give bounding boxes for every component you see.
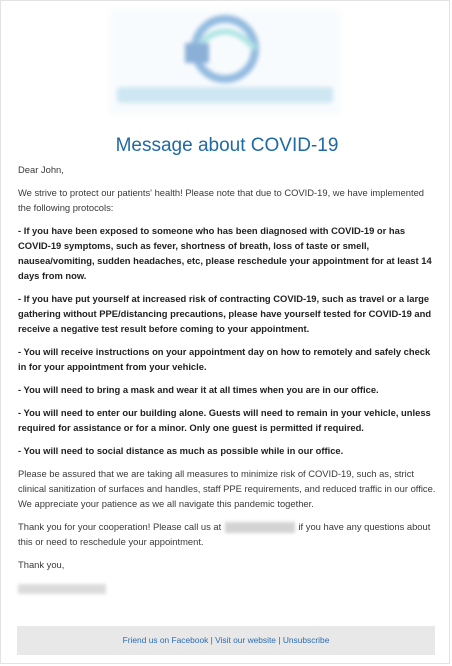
footer-separator: | [278, 635, 281, 645]
website-link[interactable]: Visit our website [215, 635, 276, 645]
protocol-item: - If you have been exposed to someone who has been diagnosed with COVID-19 or has COVID-19 symptoms, such as fever, shortness of breath, loss of taste or smell, nausea/vomiting, sudden headaches, etc, please reschedule your appointment for at least 14 days from now. [18, 225, 432, 281]
protocol-item: - You will need to enter our building alone. Guests will need to remain in your vehicle, unless required for assistance or for a minor. Only one guest is permitted if required. [18, 407, 431, 433]
greeting: Dear John, [18, 164, 64, 175]
unsubscribe-link[interactable]: Unsubscribe [282, 635, 330, 645]
redacted-signature [18, 584, 106, 594]
protocol-item: - You will need to bring a mask and wear it at all times when you are in our office. [18, 384, 379, 395]
email-title: Message about COVID-19 [115, 135, 339, 156]
protocol-item: - You will need to social distance as much as possible while in our office. [18, 445, 344, 456]
call-paragraph [18, 519, 438, 549]
redacted-phone-number [225, 522, 295, 533]
signature [18, 580, 438, 595]
clinic-logo [109, 9, 341, 115]
closing: Thank you, [18, 559, 65, 570]
protocol-item: - You will receive instructions on your appointment day on how to remotely and safely check in for your appointment from your vehicle. [18, 346, 431, 372]
protocol-item: - If you have put yourself at increased risk of contracting COVID-19, such as travel or a large gathering without PPE/distancing precautions, please have yourself tested for COVID-19 and receive a negative test result before coming to your appointment. [18, 293, 432, 334]
email-body [18, 162, 438, 603]
intro-paragraph: We strive to protect our patients' health! Please note that due to COVID-19, we have implemented the following protocols: [18, 187, 425, 213]
email-footer [17, 626, 435, 655]
footer-separator: | [210, 635, 213, 645]
call-text-after: if you have any questions about this or need to reschedule your appointment. [18, 521, 431, 547]
facebook-link[interactable]: Friend us on Facebook [122, 635, 209, 645]
call-text-before: Thank you for your cooperation! Please call us at [18, 521, 222, 532]
assurance-paragraph: Please be assured that we are taking all measures to minimize risk of COVID-19, such as, strict clinical sanitization of surfaces and handles, staff PPE requirements, and reduced traffic in our office. We appreciate your patience as we all navigate this pandemic together. [18, 468, 436, 509]
